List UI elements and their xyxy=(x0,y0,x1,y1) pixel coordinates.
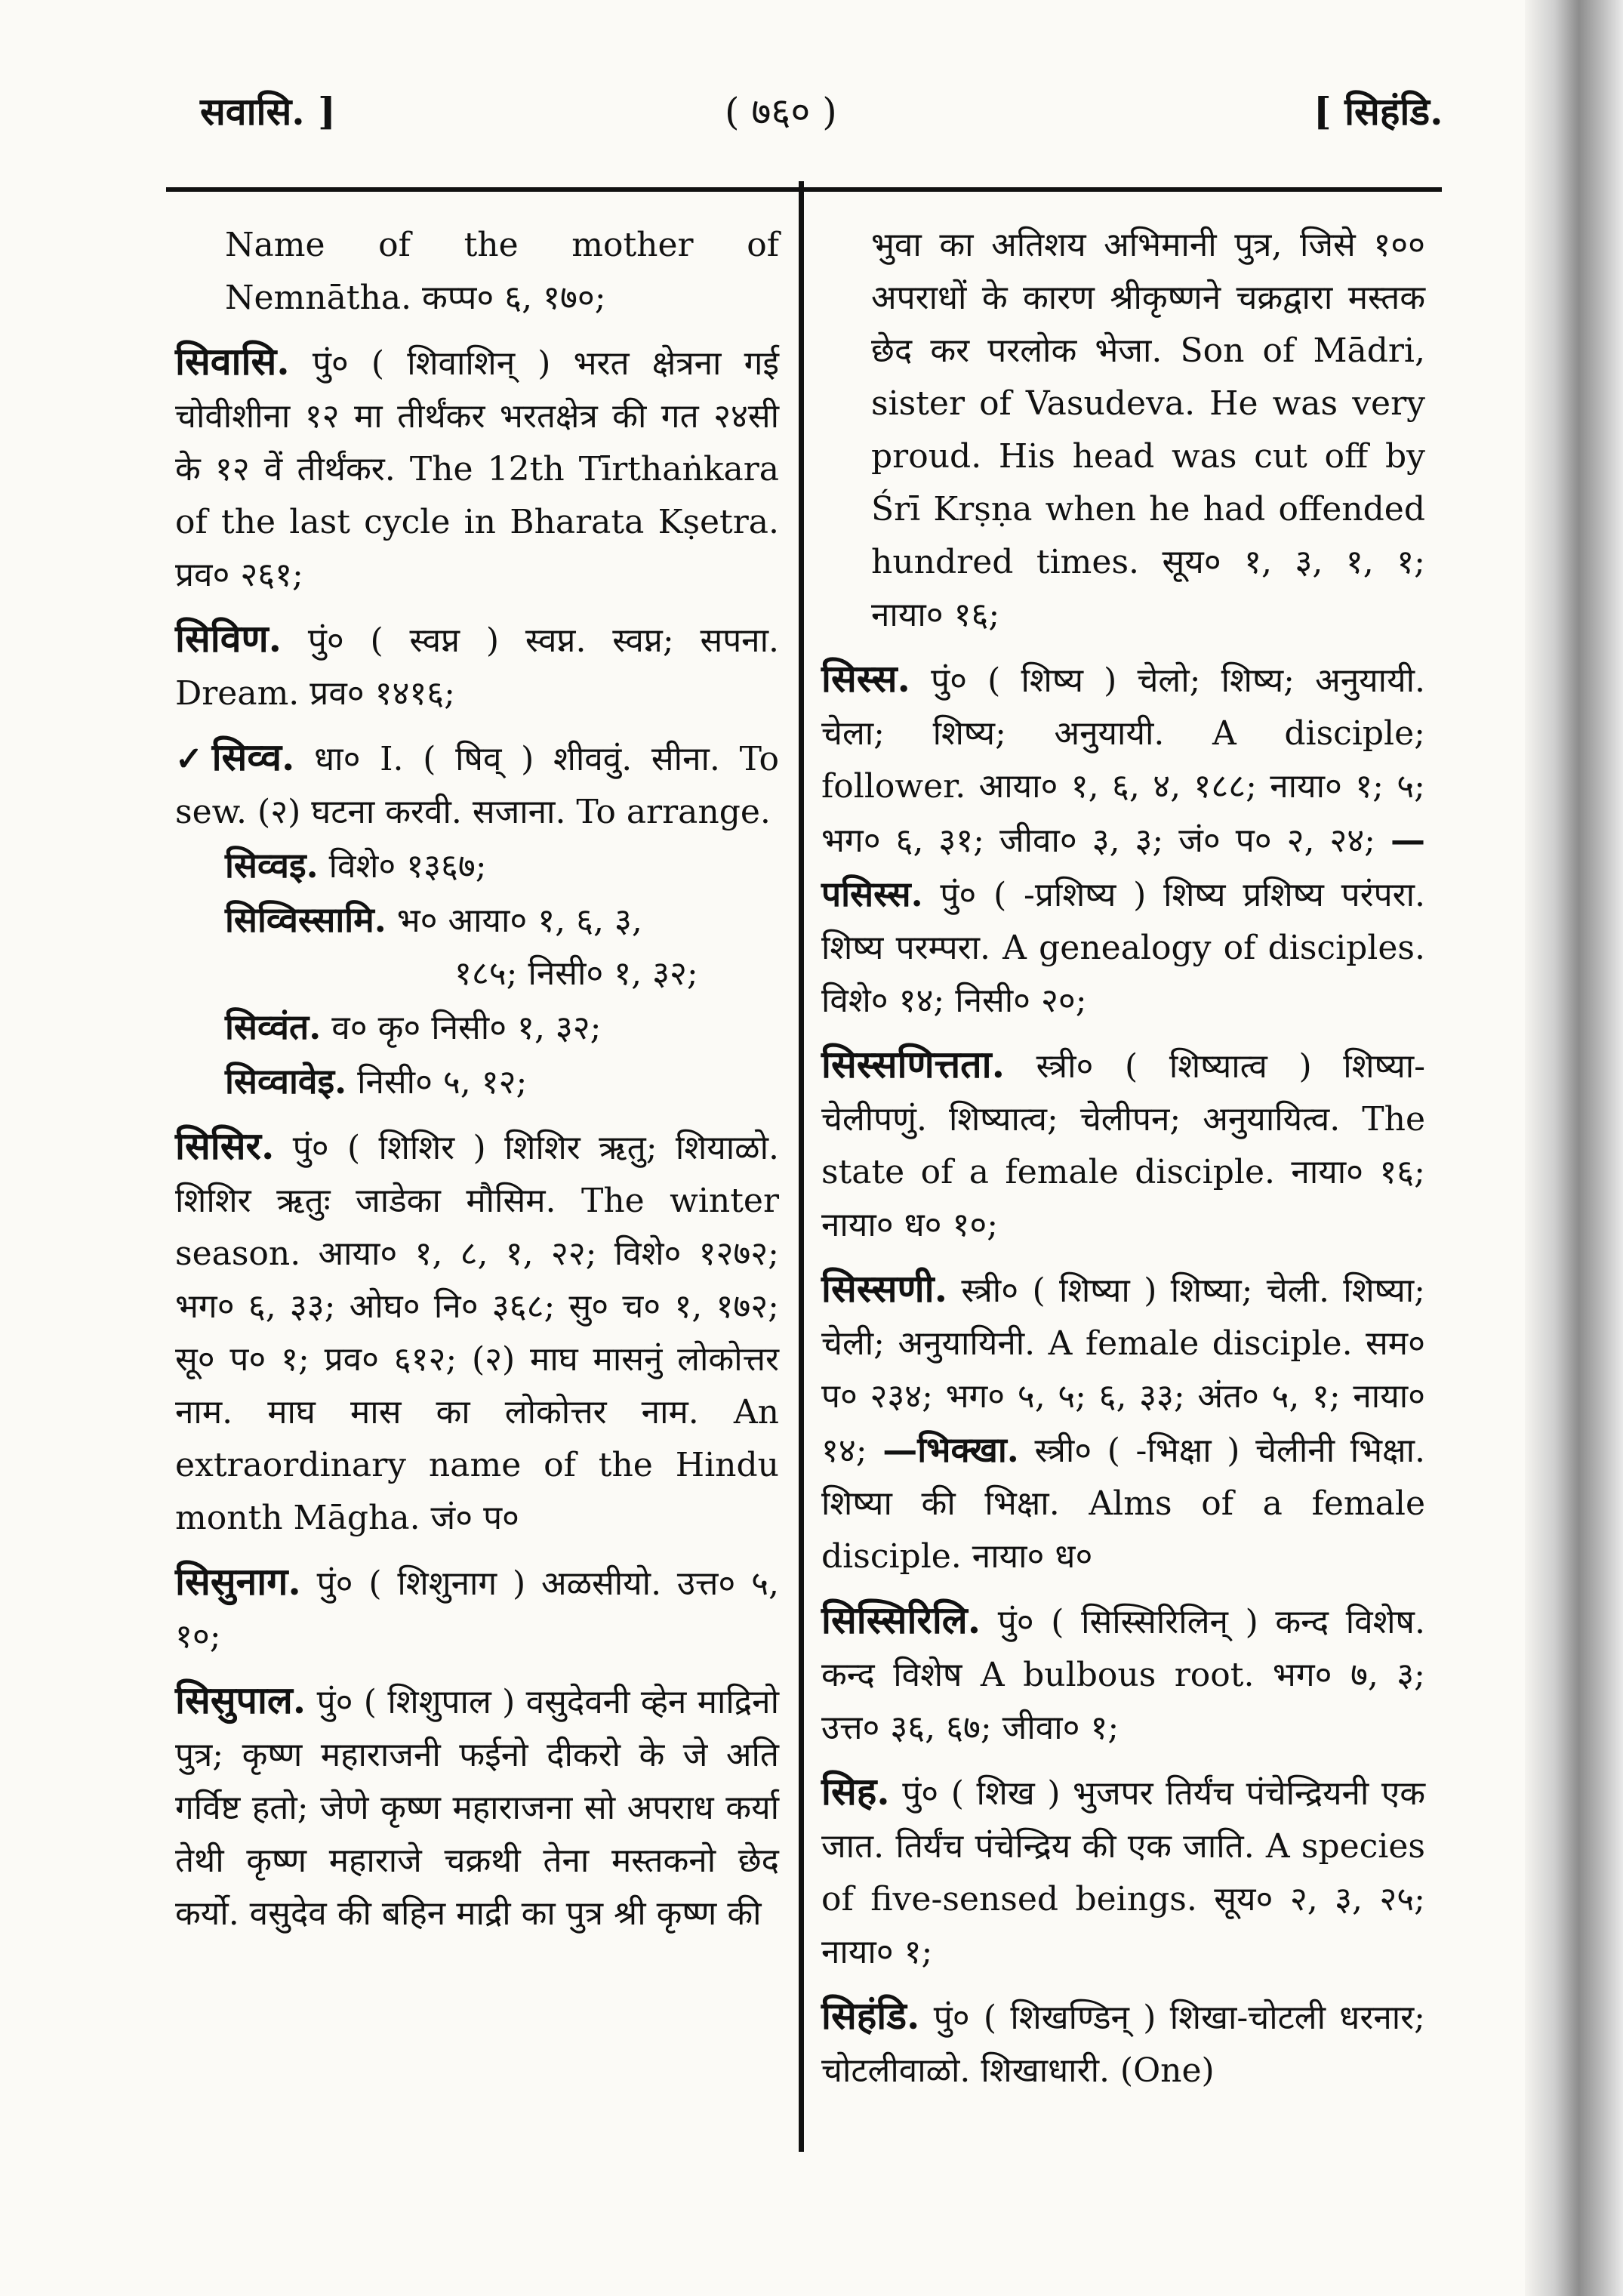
entry-continuation xyxy=(175,219,779,325)
entry-text: पुं० ( सिस्सिरिलिन् ) कन्द विशेष. कन्द विशेष A bulbous root. भग० ७, ३; उत्त० ३६, ६७; जीवा० १; xyxy=(821,1603,1425,1747)
sub-text: विशे० १३६७; xyxy=(328,847,487,886)
sub-headword: —भिक्खा. xyxy=(882,1429,1019,1470)
entry-text: पुं० ( शिवाशिन् ) भरत क्षेत्रना गई चोवीशीना १२ मा तीर्थंकर भरतक्षेत्र की गत २४सी के १२ वें तीर्थंकर. The 12th Tīrthaṅkara of the last cycle in Bharata Kṣetra. प्रव० २६१; xyxy=(175,344,779,594)
sub-text: निसी० ५, १२; xyxy=(357,1063,528,1102)
entry-sisupala xyxy=(175,1674,779,1940)
sub-headword: सिव्वइ. xyxy=(225,845,319,886)
headword: सिवासि. xyxy=(175,339,290,384)
header-left-guide-word: सवासि. ] xyxy=(200,89,336,134)
entry-text: Name of the mother of Nemnātha. कप्प० ६, १७०; xyxy=(225,226,779,317)
headword: सिह. xyxy=(821,1769,890,1814)
right-column xyxy=(821,219,1425,2108)
sub-form xyxy=(175,1000,779,1055)
left-column xyxy=(175,219,779,1951)
sub-form-continuation xyxy=(175,948,779,1000)
sub-text: भ० आया० १, ६, ३, xyxy=(396,901,642,940)
entry-text: धा० I. ( षिव् ) शीववुं. सीना. To sew. (२) घटना करवी. सजाना. To arrange. xyxy=(175,740,779,831)
header-rule xyxy=(166,187,1442,192)
headword: सिसुनाग. xyxy=(175,1559,301,1604)
headword: सिस्सणित्तता. xyxy=(821,1042,1006,1086)
header-right-guide-word: [ सिहंडि. xyxy=(1313,89,1443,134)
sub-form xyxy=(175,1055,779,1109)
entry-text: पुं० ( शिख ) भुजपर तिर्यंच पंचेन्द्रियनी एक जात. तिर्यंच पंचेन्द्रिय की एक जाति. A species of five-sensed beings. सूय० २, ३, २५; नाया० १; xyxy=(821,1774,1425,1971)
page-edge-shadow xyxy=(1525,0,1623,2296)
entry-text: पुं० ( शिखण्डिन् ) शिखा-चोटली धरनार; चोटलीवाळो. शिखाधारी. (One) xyxy=(821,1999,1425,2090)
sub-form xyxy=(175,893,779,948)
entry-text: पुं० ( शिशुनाग ) अळसीयो. उत्त० ५, १०; xyxy=(175,1564,779,1656)
entry-sissa xyxy=(821,652,1425,1028)
entry-sisira xyxy=(175,1120,779,1545)
entry-text: स्त्री० ( शिष्या ) शिष्या; चेली. शिष्या; चेली; अनुयायिनी. A female disciple. सम० प० २३४; भग० ५, ५; ६, ३३; अंत० ५, १; नाया० १४; xyxy=(821,1271,1425,1470)
sub-text: व० कृ० निसी० १, ३२; xyxy=(331,1009,602,1047)
headword: सिस्सिरिलि. xyxy=(821,1598,981,1642)
sub-form xyxy=(175,839,779,893)
column-divider xyxy=(799,181,804,2152)
entry-sivina xyxy=(175,612,779,720)
entry-sihandi xyxy=(821,1989,1425,2097)
sub-text: स्त्री० ( -भिक्षा ) चेलीनी भिक्षा. शिष्या की भिक्षा. Alms of a female disciple. नाया० ध० xyxy=(821,1432,1425,1576)
entry-text: स्त्री० ( शिष्यात्व ) शिष्या-चेलीपणुं. शिष्यात्व; चेलीपन; अनुयायित्व. The state of a female disciple. नाया० १६; नाया० ध० १०; xyxy=(821,1047,1425,1244)
entry-text: भुवा का अतिशय अभिमानी पुत्र, जिसे १०० अपराधों के कारण श्रीकृष्णने चक्रद्वारा मस्तक छेद कर परलोक भेजा. Son of Mādri, sister of Vasudeva. He was very proud. His head was cut off by Śrī Krṣṇa when he had offended hundred times. सूय० १, ३, १, १; नाया० १६; xyxy=(871,226,1425,634)
entry-sissanittata xyxy=(821,1038,1425,1252)
entry-continuation xyxy=(821,219,1425,642)
sub-headword: सिव्विस्सामि. xyxy=(225,899,387,940)
sub-text: पुं० ( -प्रशिष्य ) शिष्य प्रशिष्य परंपरा. शिष्य परम्परा. A genealogy of disciples. विशे० १४; निसी० २०; xyxy=(821,876,1425,1020)
entry-text: पुं० ( शिशुपाल ) वसुदेवनी व्हेन माद्रिनो पुत्र; कृष्ण महाराजनी फईनो दीकरो के जे अति गर्विष्ट हतो; जेणे कृष्ण महाराजना सो अपराध कर्या तेथी कृष्ण महाराजे चक्रथी तेना मस्तकनो छेद कर्यो. वसुदेव की बहिन माद्री का पुत्र श्री कृष्ण की xyxy=(175,1683,779,1933)
entry-sissani xyxy=(821,1262,1425,1583)
entry-siha xyxy=(821,1765,1425,1979)
entry-text: पुं० ( स्वप्न ) स्वप्न. स्वप्न; सपना. Dream. प्रव० १४१६; xyxy=(175,621,779,713)
check-mark: ✓ xyxy=(175,740,212,778)
headword: सिव्व. xyxy=(211,735,295,779)
headword: सिस्स. xyxy=(821,656,910,701)
sub-headword: सिव्वावेइ. xyxy=(225,1061,347,1102)
sub-text: १८५; निसी० १, ३२; xyxy=(454,954,698,993)
headword: सिस्सणी. xyxy=(821,1266,948,1311)
headword: सिहंडि. xyxy=(821,1993,920,2038)
entry-sissirili xyxy=(821,1594,1425,1755)
headword: सिसिर. xyxy=(175,1123,275,1168)
entry-sisunaga xyxy=(175,1555,779,1663)
entry-sivva xyxy=(175,731,779,1109)
sub-headword: सिव्वंत. xyxy=(225,1006,322,1047)
headword: सिविण. xyxy=(175,616,282,661)
headword: सिसुपाल. xyxy=(175,1678,306,1722)
entry-text: पुं० ( शिष्य ) चेलो; शिष्य; अनुयायी. चेला; शिष्य; अनुयायी. A disciple; follower. आया० १, ६, ४, १८८; नाया० १; ५; भग० ६, ३१; जीवा० ३, ३; जं० प० २, २४; xyxy=(821,661,1425,860)
entry-text: पुं० ( शिशिर ) शिशिर ऋतु; शियाळो. शिशिर ऋतुः जाडेका मौसिम. The winter season. आया० १, ८, १, २२; विशे० १२७२; भग० ६, ३३; ओघ० नि० ३६८; सु० च० १, १७२; सू० प० १; प्रव० ६१२; (२) माघ मासनुं लोकोत्तर नाम. माघ मास का लोकोत्तर नाम. An extraordinary name of the Hindu month Māgha. जं० प० xyxy=(175,1129,779,1537)
page-number: ( ७६० ) xyxy=(725,90,837,134)
sub-headword: —पसिस्स. xyxy=(821,819,1425,914)
entry-sivasi xyxy=(175,335,779,602)
